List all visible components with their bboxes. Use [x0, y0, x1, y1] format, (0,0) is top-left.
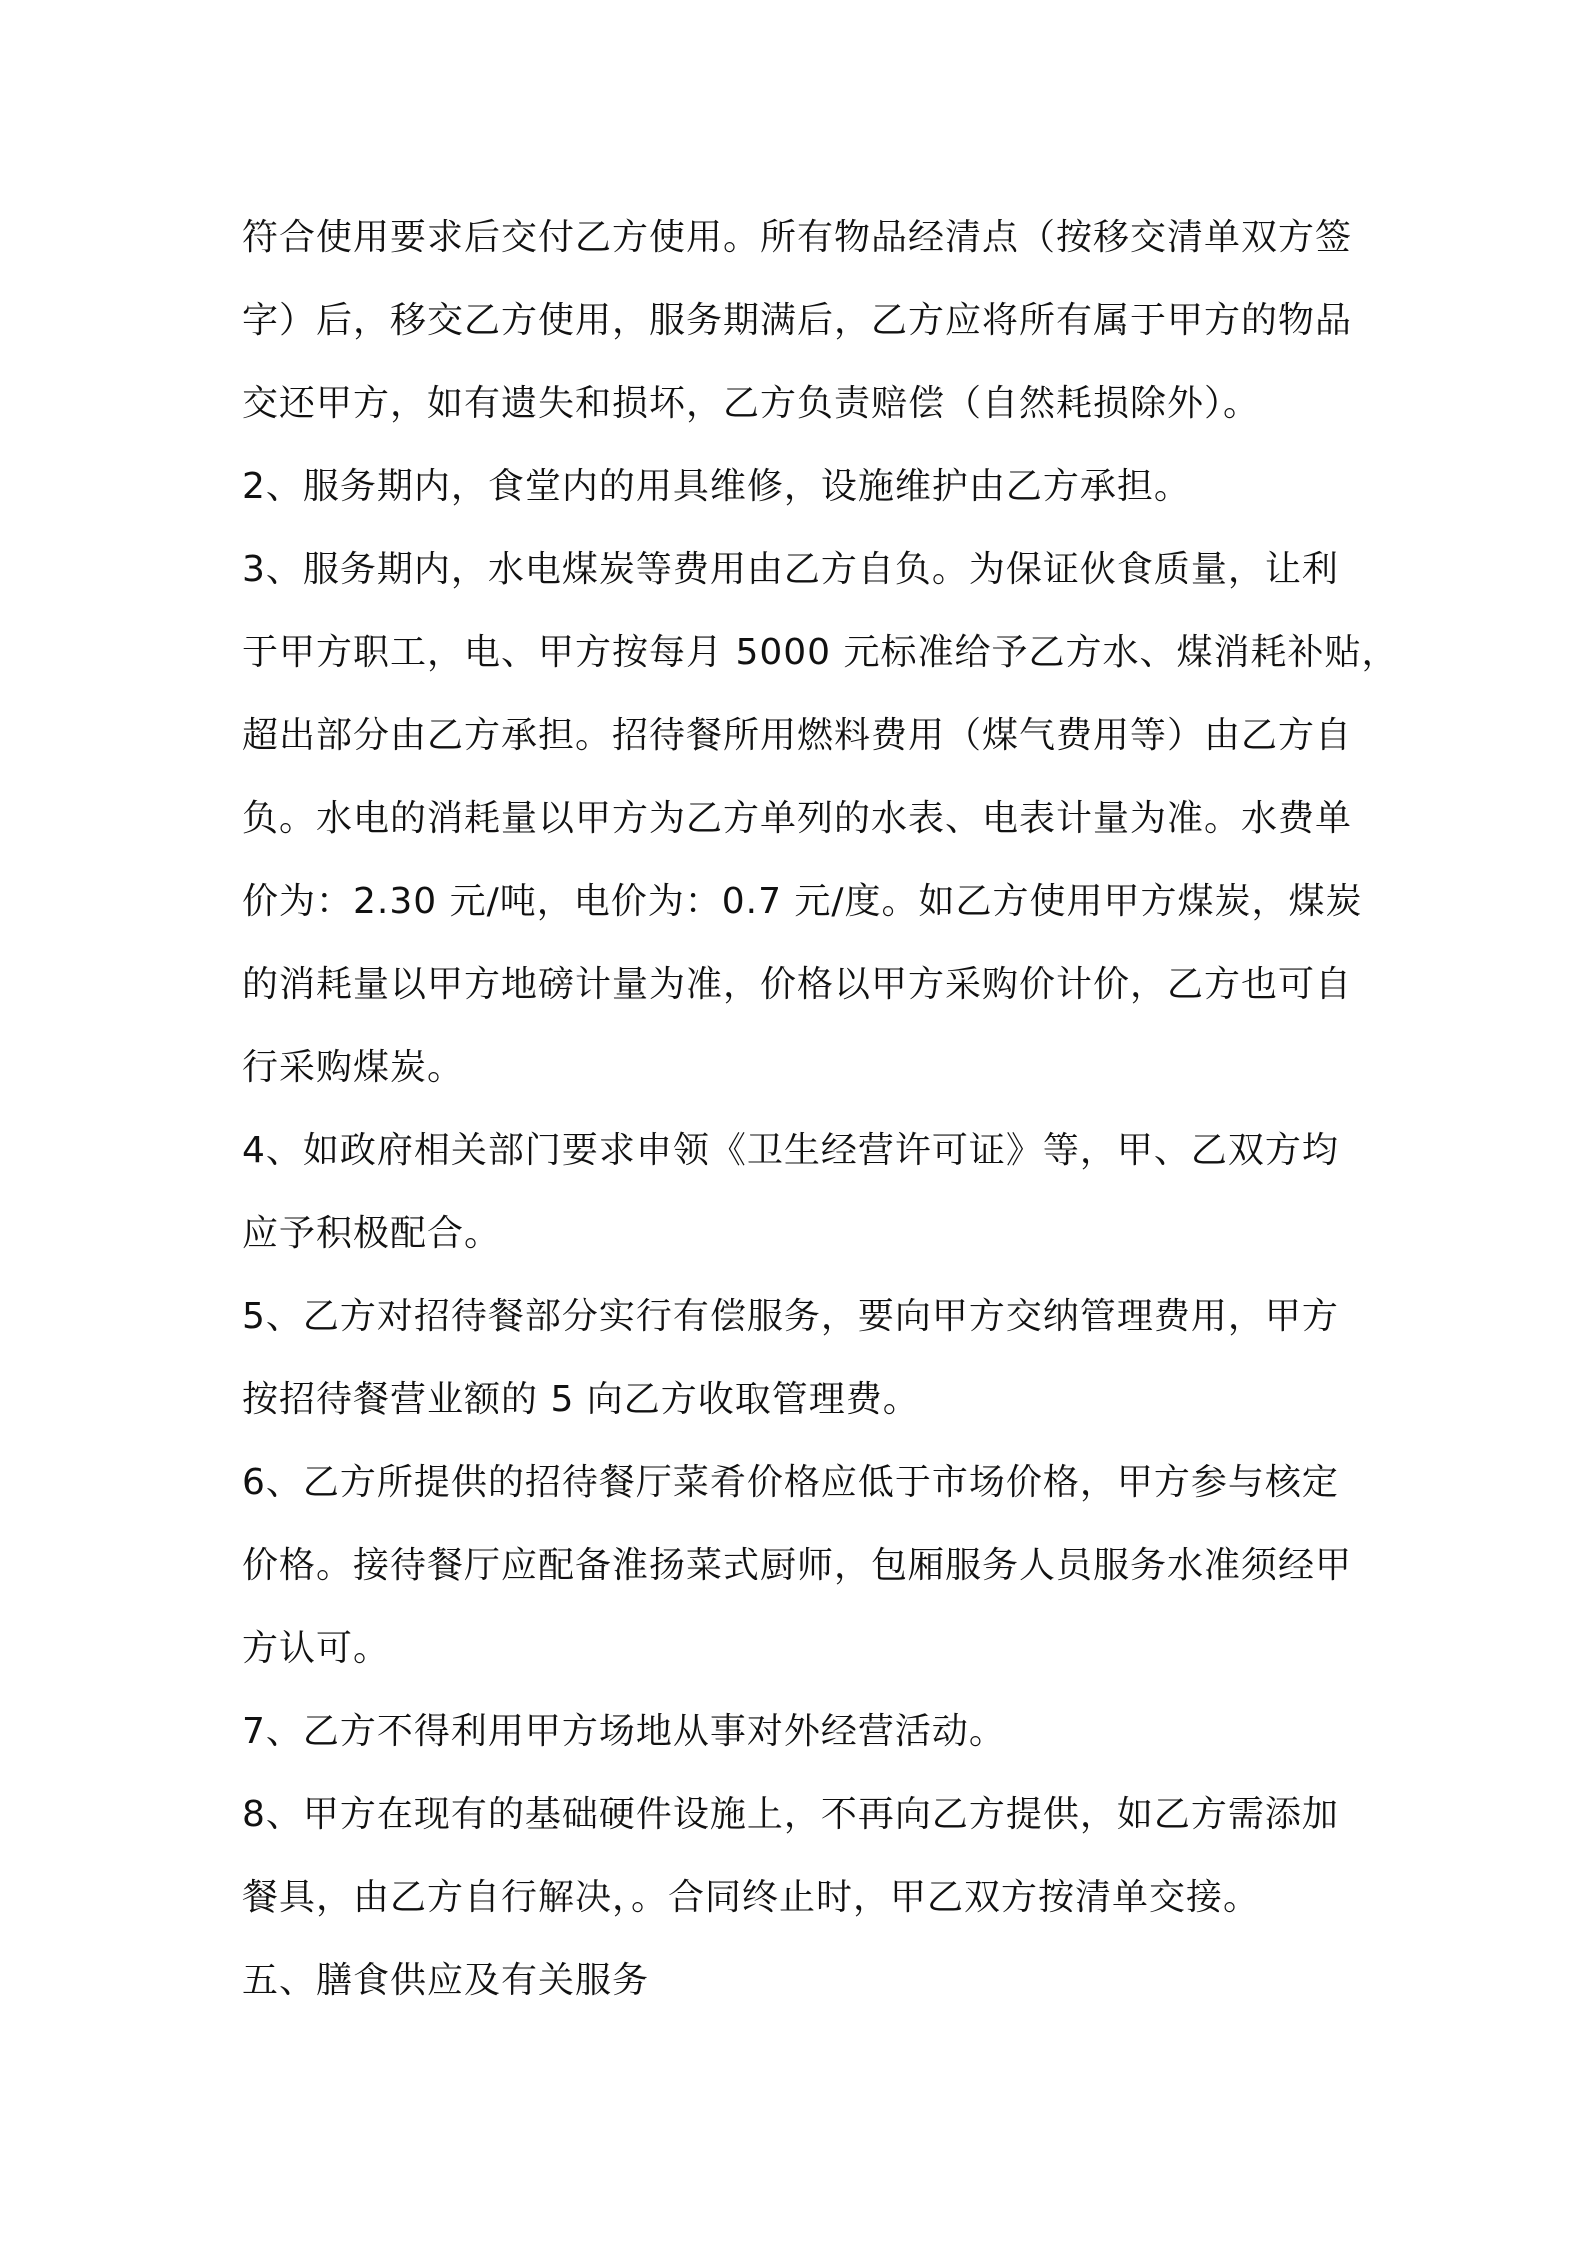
text-line: 3、服务期内，水电煤炭等费用由乙方自负。为保证伙食质量，让利 [242, 549, 1339, 590]
text-line: 超出部分由乙方承担。招待餐所用燃料费用（煤气费用等）由乙方自 [242, 715, 1353, 756]
text-line: 的消耗量以甲方地磅计量为准，价格以甲方采购价计价，乙方也可自 [242, 964, 1353, 1005]
text-line: 于甲方职工，电、甲方按每月 5000 元标准给予乙方水、煤消耗补贴， [242, 632, 1399, 673]
text-line: 应予积极配合。 [242, 1213, 502, 1254]
text-line: 价为：2.30 元/吨，电价为：0.7 元/度。如乙方使用甲方煤炭，煤炭 [242, 881, 1363, 922]
text-line: 字）后，移交乙方使用，服务期满后，乙方应将所有属于甲方的物品 [242, 300, 1353, 341]
text-line: 按招待餐营业额的 5 向乙方收取管理费。 [242, 1379, 920, 1420]
text-line: 7、乙方不得利用甲方场地从事对外经营活动。 [242, 1711, 1006, 1752]
text-line: 方认可。 [242, 1628, 391, 1669]
text-line: 符合使用要求后交付乙方使用。所有物品经清点（按移交清单双方签 [242, 217, 1353, 258]
text-line: 5、乙方对招待餐部分实行有偿服务，要向甲方交纳管理费用，甲方 [242, 1296, 1339, 1337]
document-body [242, 196, 1399, 2022]
text-line: 交还甲方，如有遗失和损坏，乙方负责赔偿（自然耗损除外）。 [242, 383, 1261, 424]
text-line: 2、服务期内，食堂内的用具维修，设施维护由乙方承担。 [242, 466, 1191, 507]
text-line: 6、乙方所提供的招待餐厅菜肴价格应低于市场价格，甲方参与核定 [242, 1462, 1339, 1503]
text-line: 餐具，由乙方自行解决，。合同终止时，甲乙双方按清单交接。 [242, 1877, 1261, 1918]
text-line: 行采购煤炭。 [242, 1047, 465, 1088]
text-line: 8、甲方在现有的基础硬件设施上，不再向乙方提供，如乙方需添加 [242, 1794, 1339, 1835]
text-line: 负。水电的消耗量以甲方为乙方单列的水表、电表计量为准。水费单 [242, 798, 1353, 839]
text-line: 4、如政府相关部门要求申领《卫生经营许可证》等，甲、乙双方均 [242, 1130, 1339, 1171]
section-heading: 五、膳食供应及有关服务 [242, 1960, 650, 2001]
text-line: 价格。接待餐厅应配备淮扬菜式厨师，包厢服务人员服务水准须经甲 [242, 1545, 1353, 1586]
